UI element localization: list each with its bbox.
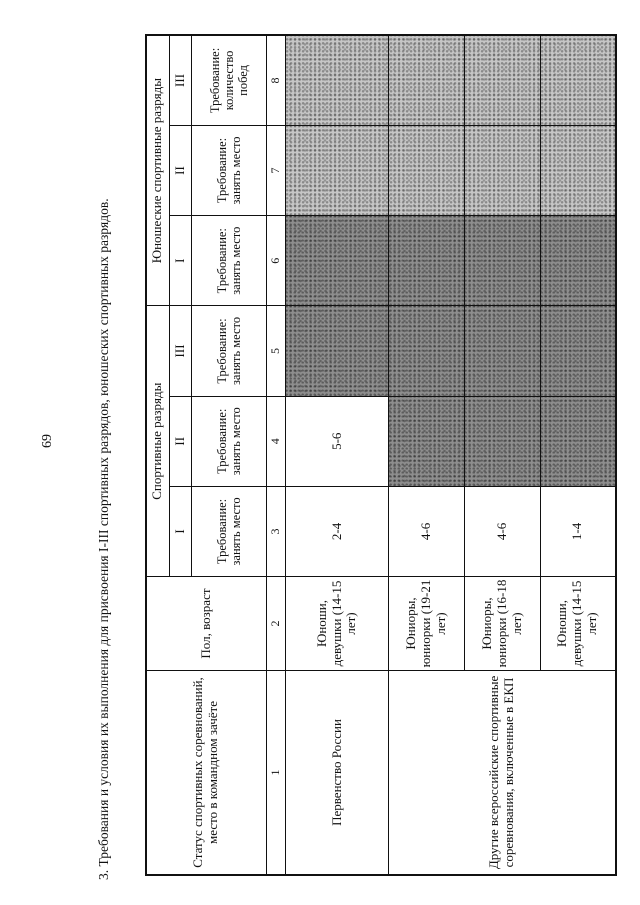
- row-status: Другие всероссийские спортивные соревнования, включенные в ЕКП: [389, 670, 616, 875]
- req-sport-2: Требование: занять место: [192, 396, 266, 486]
- shaded-cell: [540, 125, 616, 215]
- row-gender-age: Юниоры, юниорки (19-21 лет): [389, 577, 465, 671]
- shaded-cell: [389, 396, 465, 486]
- shaded-cell: [389, 125, 465, 215]
- req-sport-1: Требование: занять место: [192, 486, 266, 576]
- rank-youth-1: I: [169, 216, 192, 306]
- shaded-cell: [285, 216, 388, 306]
- shaded-cell: [540, 216, 616, 306]
- requirements-table: [145, 34, 617, 876]
- header-status: Статус спортивных соревнований, место в командном зачёте: [146, 670, 266, 875]
- rank-youth-2: II: [169, 125, 192, 215]
- cell-rank-1: 4-6: [389, 486, 465, 576]
- rank-youth-3: III: [169, 35, 192, 125]
- shaded-cell: [285, 125, 388, 215]
- shaded-cell: [540, 35, 616, 125]
- shaded-cell: [464, 216, 540, 306]
- shaded-cell: [464, 396, 540, 486]
- shaded-cell: [540, 306, 616, 396]
- shaded-cell: [464, 35, 540, 125]
- req-youth-3: Требование: количество побед: [192, 35, 266, 125]
- cell-rank-1: 1-4: [540, 486, 616, 576]
- col-index: 2: [266, 577, 285, 671]
- shaded-cell: [285, 35, 388, 125]
- cell-rank-1: 2-4: [285, 486, 388, 576]
- row-status: Первенство России: [285, 670, 388, 875]
- rank-sport-2: II: [169, 396, 192, 486]
- col-index: 6: [266, 216, 285, 306]
- header-gender-age: Пол, возраст: [146, 577, 266, 671]
- row-gender-age: Юноши, девушки (14-15 лет): [285, 577, 388, 671]
- shaded-cell: [389, 306, 465, 396]
- col-index: 3: [266, 486, 285, 576]
- shaded-cell: [285, 306, 388, 396]
- cell-rank-2: 5-6: [285, 396, 388, 486]
- col-index: 1: [266, 670, 285, 875]
- col-index: 7: [266, 125, 285, 215]
- cell-rank-1: 4-6: [464, 486, 540, 576]
- shaded-cell: [464, 306, 540, 396]
- req-sport-3: Требование: занять место: [192, 306, 266, 396]
- req-youth-2: Требование: занять место: [192, 125, 266, 215]
- table-caption: 3. Требования и условия их выполнения для присвоения I-III спортивных разрядов, юношеских спортивных разрядов.: [96, 198, 111, 880]
- shaded-cell: [464, 125, 540, 215]
- col-index: 5: [266, 306, 285, 396]
- header-sport-ranks: Спортивные разряды: [146, 306, 169, 577]
- col-index: 4: [266, 396, 285, 486]
- shaded-cell: [389, 35, 465, 125]
- page-number: 69: [40, 434, 55, 448]
- col-index: 8: [266, 35, 285, 125]
- req-youth-1: Требование: занять место: [192, 216, 266, 306]
- row-gender-age: Юноши, девушки (14-15 лет): [540, 577, 616, 671]
- row-gender-age: Юниоры, юниорки (16-18 лет): [464, 577, 540, 671]
- header-youth-ranks: Юношеские спортивные разряды: [146, 35, 169, 306]
- shaded-cell: [389, 216, 465, 306]
- shaded-cell: [540, 396, 616, 486]
- rank-sport-3: III: [169, 306, 192, 396]
- rank-sport-1: I: [169, 486, 192, 576]
